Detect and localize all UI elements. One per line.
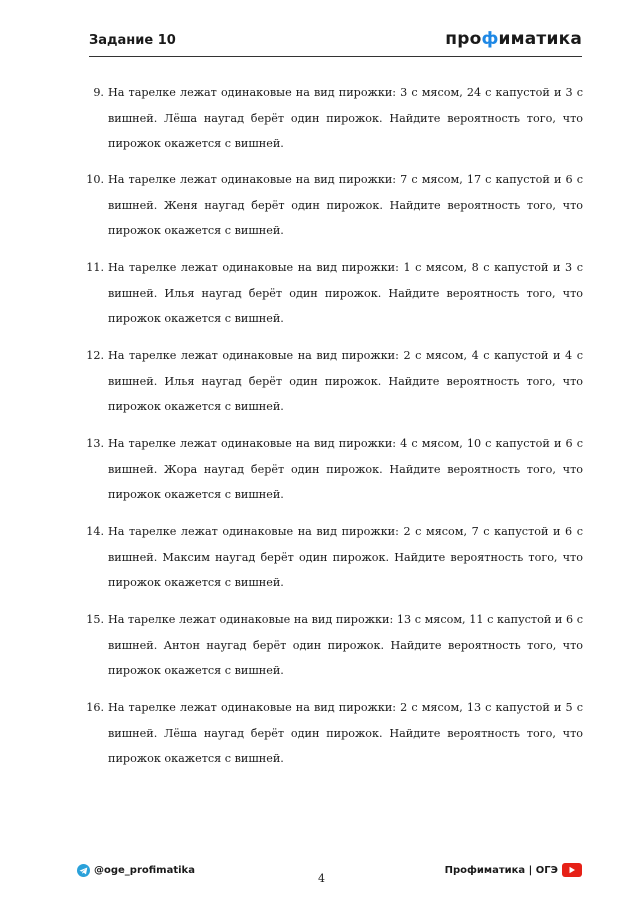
channel-label: Профиматика | ОГЭ [444,864,558,876]
telegram-handle: @oge_profimatika [94,865,195,876]
task-text: На тарелке лежат одинаковые на вид пирожки: 2 с мясом, 7 с капустой и 6 с вишней. Максим наугад берёт один пирожок. Найдите вероятность того, что пирожок окажется с вишней. [108,525,583,589]
task-number: 12. [86,349,104,362]
task-number: 14. [86,525,104,538]
task-text: На тарелке лежат одинаковые на вид пирожки: 1 с мясом, 8 с капустой и 3 с вишней. Илья наугад берёт один пирожок. Найдите вероятность того, что пирожок окажется с вишней. [108,261,583,325]
brand-text-start: про [445,29,482,49]
task-number: 10. [86,173,104,186]
task-number: 13. [86,437,104,450]
youtube-icon [562,863,582,877]
task-number: 16. [86,701,104,714]
task-text: На тарелке лежат одинаковые на вид пирожки: 3 с мясом, 24 с капустой и 3 с вишней. Лёша наугад берёт один пирожок. Найдите вероятность того, что пирожок окажется с вишней. [108,86,583,150]
task-text: На тарелке лежат одинаковые на вид пирожки: 2 с мясом, 13 с капустой и 5 с вишней. Лёша наугад берёт один пирожок. Найдите вероятность того, что пирожок окажется с вишней. [108,701,583,765]
brand-logo [445,29,582,49]
page-title: Задание 10 [89,33,176,48]
task-text: На тарелке лежат одинаковые на вид пирожки: 4 с мясом, 10 с капустой и 6 с вишней. Жора наугад берёт один пирожок. Найдите вероятность того, что пирожок окажется с вишней. [108,437,583,501]
header-divider [89,56,582,57]
task-text: На тарелке лежат одинаковые на вид пирожки: 13 с мясом, 11 с капустой и 6 с вишней. Антон наугад берёт один пирожок. Найдите вероятность того, что пирожок окажется с вишней. [108,613,583,677]
page-number: 4 [318,872,325,885]
task-number: 15. [86,613,104,626]
brand-text-accent: ф [481,29,499,49]
task-text: На тарелке лежат одинаковые на вид пирожки: 7 с мясом, 17 с капустой и 6 с вишней. Женя наугад берёт один пирожок. Найдите вероятность того, что пирожок окажется с вишней. [108,173,583,237]
task-number: 9. [93,86,104,99]
youtube-link[interactable] [445,863,582,877]
brand-text-end: иматика [498,29,582,49]
task-text: На тарелке лежат одинаковые на вид пирожки: 2 с мясом, 4 с капустой и 4 с вишней. Илья наугад берёт один пирожок. Найдите вероятность того, что пирожок окажется с вишней. [108,349,583,413]
task-number: 11. [86,261,104,274]
